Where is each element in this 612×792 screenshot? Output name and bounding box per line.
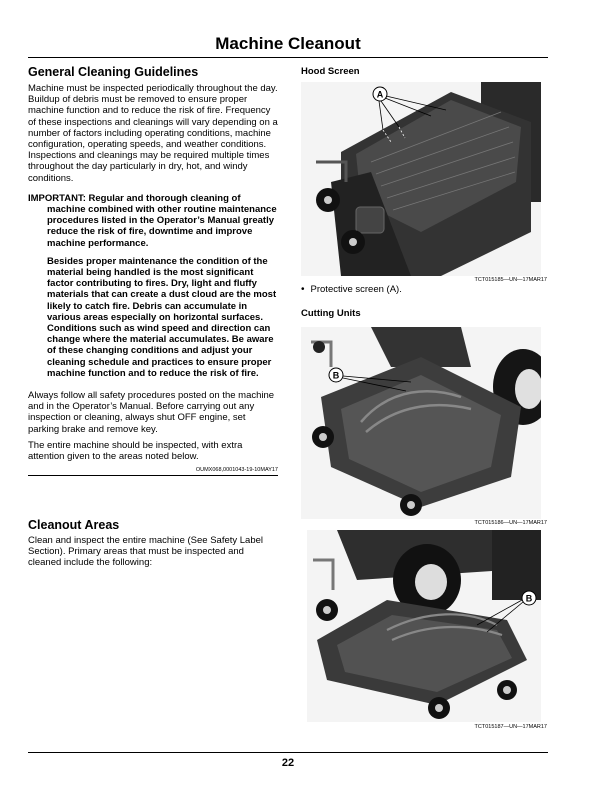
- general-cleaning-heading: General Cleaning Guidelines: [28, 65, 199, 79]
- title-rule: [28, 57, 548, 58]
- cleanout-areas-section: [28, 518, 278, 569]
- hood-bullet-item: [301, 284, 547, 295]
- cutting-figure-code-1: TCT015186—UN—17MAR17: [474, 520, 547, 526]
- cutting-callout-b-1: B: [332, 370, 340, 381]
- important-notice-body: machine combined with other routine maintenance procedures listed in the Operator’s Manual greatly reduce the risk of fire, downtime and improve machine performance.: [47, 204, 277, 249]
- page-title: Machine Cleanout: [215, 34, 361, 53]
- cutting-units-heading: Cutting Units: [301, 308, 361, 319]
- safety-paragraph: Always follow all safety procedures posted on the machine and in the Operator’s Manual. Before carrying out any inspection or cleaning, always shut OFF engine, set parking brake and remove key.: [28, 390, 275, 435]
- general-intro-paragraph: Machine must be inspected periodically throughout the day. Buildup of debris must be removed to ensure proper machine function and to reduce the risk of fire. Frequency of these inspections and cleanings will vary depending on a number of factors including operating conditions, machine configuration, operating speeds, and weather conditions. Inspections and cleanings may be required multiple times throughout the day particularly in dry, hot, and windy conditions.: [28, 83, 278, 184]
- important-notice-detail: Besides proper maintenance the condition of the material being handled is the most significant factor contributing to fires. Dry, light and fluffy materials that can create a dust cloud are the most likely to catch fire. Debris can accumulate in various areas especially on horizontal surfaces. Conditions such as wind speed and direction can change where the material accumulates. Be aware of these changing conditions and adjust your cleaning schedule and practices to ensure proper machine function and to reduce the risk of fire.: [47, 255, 277, 379]
- page-number: 22: [281, 757, 295, 769]
- general-cleaning-section: [28, 65, 278, 476]
- footer-rule: [28, 752, 548, 753]
- cleanout-areas-heading: Cleanout Areas: [28, 518, 120, 532]
- important-notice-line: IMPORTANT: Regular and thorough cleaning of: [28, 192, 241, 204]
- cutting-callout-b-2: B: [525, 593, 533, 604]
- hood-figure-code: TCT015185—UN—17MAR17: [474, 277, 547, 283]
- cutting-units-figure-2: [307, 530, 541, 722]
- inspection-paragraph: The entire machine should be inspected, with extra attention given to the areas noted below.: [28, 439, 243, 463]
- hood-screen-figure: [301, 82, 541, 276]
- hood-screen-heading: Hood Screen: [301, 66, 360, 77]
- bullet-icon: •: [301, 284, 305, 295]
- doc-reference: OUMX068,0001043-19-10MAY17: [195, 467, 278, 474]
- cutting-units-figure-1: [301, 327, 541, 519]
- cutting-figure-code-2: TCT015187—UN—17MAR17: [474, 724, 547, 730]
- hood-callout-a: A: [376, 89, 384, 100]
- hood-bullet-text: Protective screen (A).: [310, 284, 402, 295]
- section-rule: [28, 475, 278, 476]
- cleanout-areas-paragraph: Clean and inspect the entire machine (See Safety Label Section). Primary areas that must be inspected and cleaned include the following:: [28, 535, 264, 569]
